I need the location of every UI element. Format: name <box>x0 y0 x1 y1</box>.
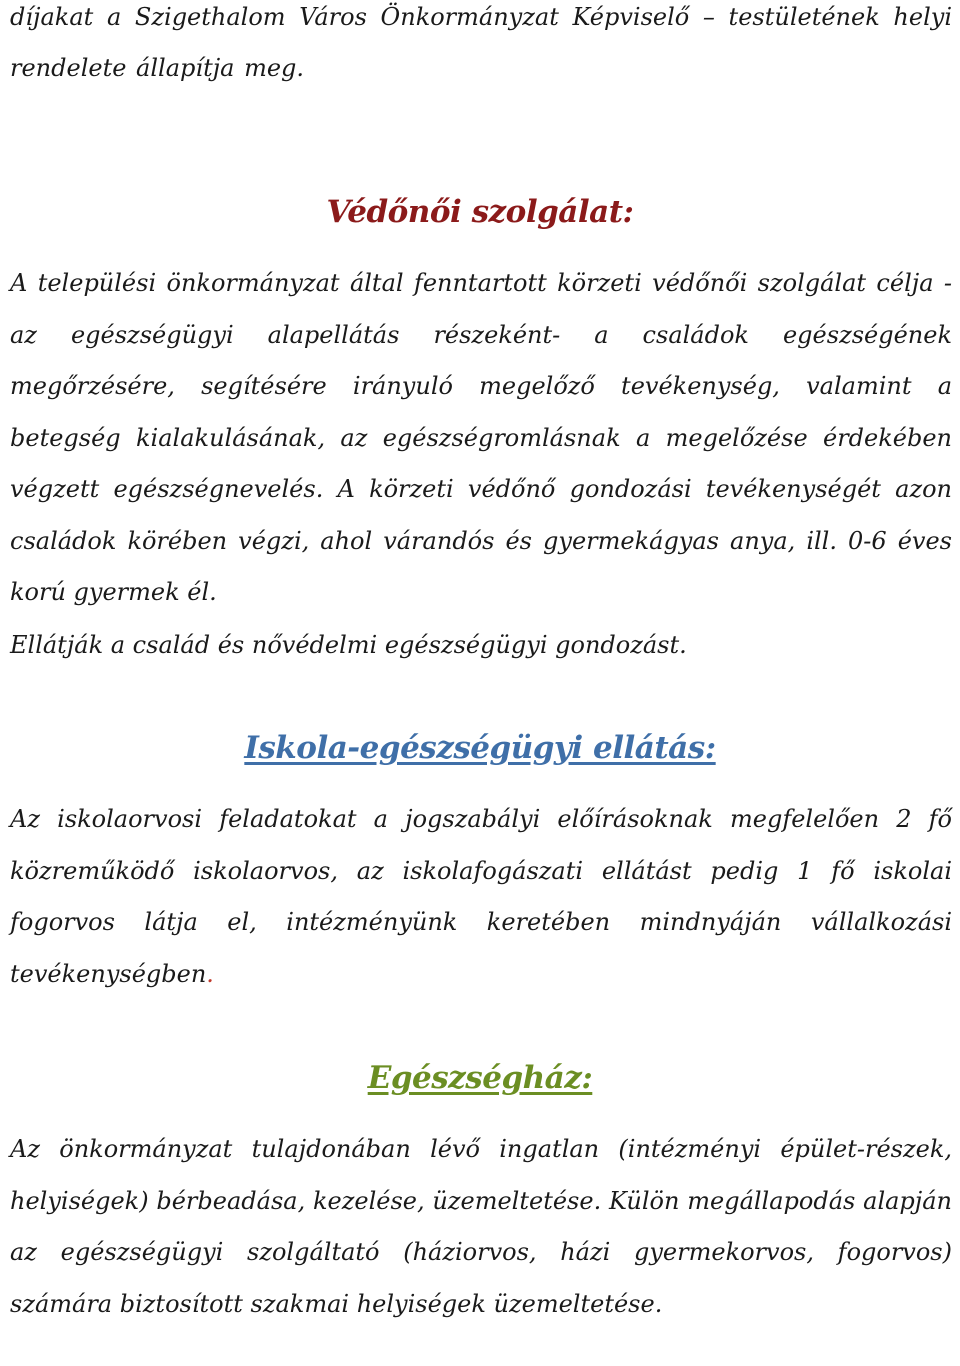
section-paragraph-iskola-text: Az iskolaorvosi feladatokat a jogszabályi előírásoknak megfelelően 2 fő közreműködő iskolaorvos, az iskolafogászati ellátást pedig 1 fő iskolai fogorvos látja el, intézményünk keretében mindnyáján vállalkozási tevékenységben <box>10 805 952 988</box>
section-heading-egeszseghaz: Egészségház: <box>367 1060 593 1096</box>
intro-paragraph: díjakat a Szigethalom Város Önkormányzat Képviselő – testületének helyi rendelete állapítja meg. <box>10 3 952 82</box>
section-heading-vedono: Védőnői szolgálat: <box>326 194 634 230</box>
section-paragraph-egeszseghaz: Az önkormányzat tulajdonában lévő ingatlan (intézményi épület-részek, helyiségek) bérbeadása, kezelése, üzemeltetése. Külön megállapodás alapján az egészségügyi szolgáltató (háziorvos, házi gyermekorvos, fogorvos) számára biztosított szakmai helyiségek üzemeltetése. <box>10 1135 952 1318</box>
section-paragraph-vedono: A települési önkormányzat által fenntartott körzeti védőnői szolgálat célja - az egészségügyi alapellátás részeként- a családok egészségének megőrzésére, segítésére irányuló megelőző tevékenység, valamint a betegség kialakulásának, az egészségromlásnak a megelőzése érdekében végzett egészségnevelés. A körzeti védőnő gondozási tevékenységét azon családok körében végzi, ahol várandós és gyermekágyas anya, ill. 0-6 éves korú gyermek él. <box>10 269 952 606</box>
section-paragraph-iskola <box>10 794 952 1000</box>
section-heading-iskola: Iskola-egészségügyi ellátás: <box>244 730 716 766</box>
section-paragraph-iskola-end: . <box>206 959 214 988</box>
section-paragraph-vedono-2: Ellátják a család és nővédelmi egészségügyi gondozást. <box>10 631 687 659</box>
